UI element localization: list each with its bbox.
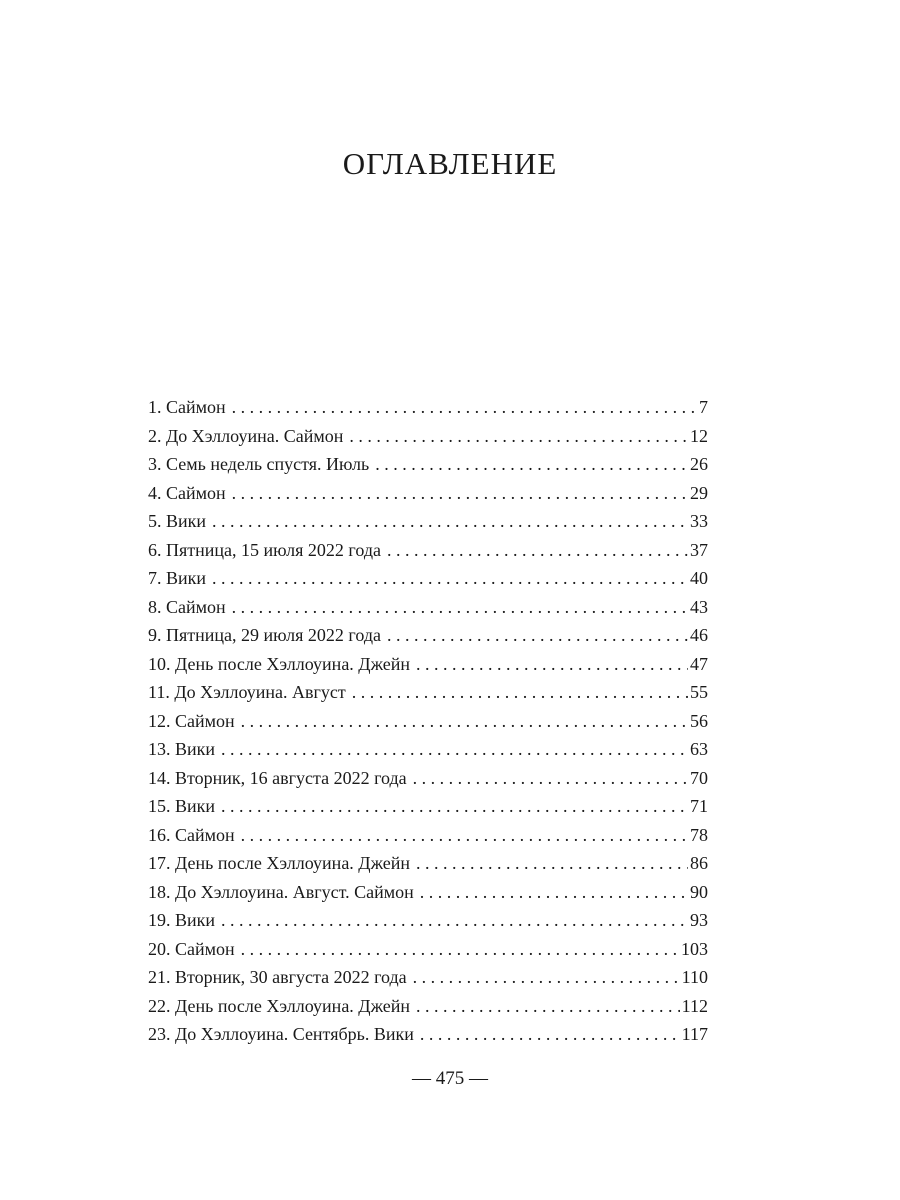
toc-dot-leader xyxy=(212,564,688,593)
toc-dot-leader xyxy=(232,479,688,508)
toc-entry-page: 55 xyxy=(690,682,708,702)
toc-dot-leader xyxy=(387,621,688,650)
toc-entry-page: 63 xyxy=(690,739,708,759)
toc-entry-title: 8. Саймон xyxy=(148,596,226,617)
toc-entry-title: 13. Вики xyxy=(148,739,216,759)
toc-entry-page: 56 xyxy=(690,710,708,731)
toc-entry-title: 1. Саймон xyxy=(148,397,226,417)
toc-entry xyxy=(148,792,708,821)
toc-dot-leader xyxy=(420,1020,680,1049)
toc-entry-page: 71 xyxy=(690,796,708,816)
toc-entry-title: 15. Вики xyxy=(148,796,216,816)
toc-dot-leader xyxy=(241,935,679,964)
toc-entry-page: 117 xyxy=(681,1024,708,1044)
toc-entry xyxy=(148,621,708,650)
toc-entry xyxy=(148,849,708,878)
toc-entry-page: 103 xyxy=(681,938,708,959)
toc-entry-title: 18. До Хэллоуина. Август. Саймон xyxy=(148,881,414,902)
toc-entry-title: 5. Вики xyxy=(148,511,207,531)
toc-entry xyxy=(148,507,708,536)
toc-entry-title: 11. До Хэллоуина. Август xyxy=(148,682,346,702)
toc-entry-title: 9. Пятница, 29 июля 2022 года xyxy=(148,625,381,645)
toc-dot-leader xyxy=(212,507,688,536)
toc-entry-page: 46 xyxy=(690,625,708,645)
toc-dot-leader xyxy=(221,735,688,764)
toc-entry-title: 2. До Хэллоуина. Саймон xyxy=(148,425,344,446)
toc-entry-title: 22. День после Хэллоуина. Джейн xyxy=(148,995,411,1016)
toc-dot-leader xyxy=(241,821,688,850)
toc-entry-page: 93 xyxy=(690,910,708,930)
toc-entry-title: 3. Семь недель спустя. Июль xyxy=(148,454,370,474)
toc-dot-leader xyxy=(387,536,688,565)
toc-entry-title: 10. День после Хэллоуина. Джейн xyxy=(148,653,411,674)
toc-entry xyxy=(148,992,708,1021)
toc-dot-leader xyxy=(413,764,688,793)
toc-entry xyxy=(148,393,708,422)
toc-dot-leader xyxy=(416,849,688,878)
toc-entry-page: 110 xyxy=(681,967,708,987)
toc-dot-leader xyxy=(352,678,688,707)
toc-entry xyxy=(148,821,708,850)
toc-entry-title: 23. До Хэллоуина. Сентябрь. Вики xyxy=(148,1024,414,1044)
toc-entry-page: 78 xyxy=(690,824,708,845)
toc-entry-title: 20. Саймон xyxy=(148,938,235,959)
toc-entry xyxy=(148,450,708,479)
toc-dot-leader xyxy=(241,707,688,736)
toc-entry-title: 7. Вики xyxy=(148,568,207,588)
toc-entry-page: 47 xyxy=(690,653,708,674)
toc-entry-page: 86 xyxy=(690,853,708,873)
toc-entry-title: 14. Вторник, 16 августа 2022 года xyxy=(148,767,407,788)
toc-dot-leader xyxy=(416,992,680,1021)
toc-entry-page: 7 xyxy=(699,397,708,417)
toc-entry xyxy=(148,1020,708,1049)
toc-dot-leader xyxy=(221,792,688,821)
toc-entry xyxy=(148,593,708,622)
toc-entry-page: 12 xyxy=(690,425,708,446)
toc-entry xyxy=(148,650,708,679)
toc-dot-leader xyxy=(232,393,697,422)
toc-entry-title: 12. Саймон xyxy=(148,710,235,731)
toc-entry-title: 21. Вторник, 30 августа 2022 года xyxy=(148,967,407,987)
toc-entry xyxy=(148,422,708,451)
toc-entry xyxy=(148,564,708,593)
toc-entry xyxy=(148,935,708,964)
toc-dot-leader xyxy=(221,906,688,935)
toc-entry xyxy=(148,878,708,907)
page-title: ОГЛАВЛЕНИЕ xyxy=(342,146,558,181)
toc-entry xyxy=(148,764,708,793)
toc-entry xyxy=(148,735,708,764)
toc-entry xyxy=(148,963,708,992)
toc-entry-title: 19. Вики xyxy=(148,910,216,930)
toc-entry-page: 33 xyxy=(690,511,708,531)
toc-entry-title: 6. Пятница, 15 июля 2022 года xyxy=(148,539,381,560)
toc-entry-page: 29 xyxy=(690,482,708,503)
toc-entry-page: 112 xyxy=(681,995,708,1016)
toc-entry-title: 16. Саймон xyxy=(148,824,235,845)
toc-dot-leader xyxy=(375,450,688,479)
toc-entry xyxy=(148,678,708,707)
table-of-contents xyxy=(148,393,708,1049)
toc-dot-leader xyxy=(232,593,688,622)
toc-dot-leader xyxy=(416,650,688,679)
toc-entry-page: 90 xyxy=(690,881,708,902)
toc-dot-leader xyxy=(349,422,688,451)
toc-dot-leader xyxy=(420,878,688,907)
toc-entry-page: 70 xyxy=(690,767,708,788)
toc-entry-page: 26 xyxy=(690,454,708,474)
toc-entry xyxy=(148,536,708,565)
toc-entry-title: 17. День после Хэллоуина. Джейн xyxy=(148,853,411,873)
toc-entry-page: 43 xyxy=(690,596,708,617)
toc-entry xyxy=(148,707,708,736)
toc-entry xyxy=(148,906,708,935)
page-number: — 475 — xyxy=(412,1068,488,1089)
toc-entry-page: 40 xyxy=(690,568,708,588)
toc-entry-title: 4. Саймон xyxy=(148,482,226,503)
toc-entry xyxy=(148,479,708,508)
toc-entry-page: 37 xyxy=(690,539,708,560)
toc-dot-leader xyxy=(413,963,680,992)
